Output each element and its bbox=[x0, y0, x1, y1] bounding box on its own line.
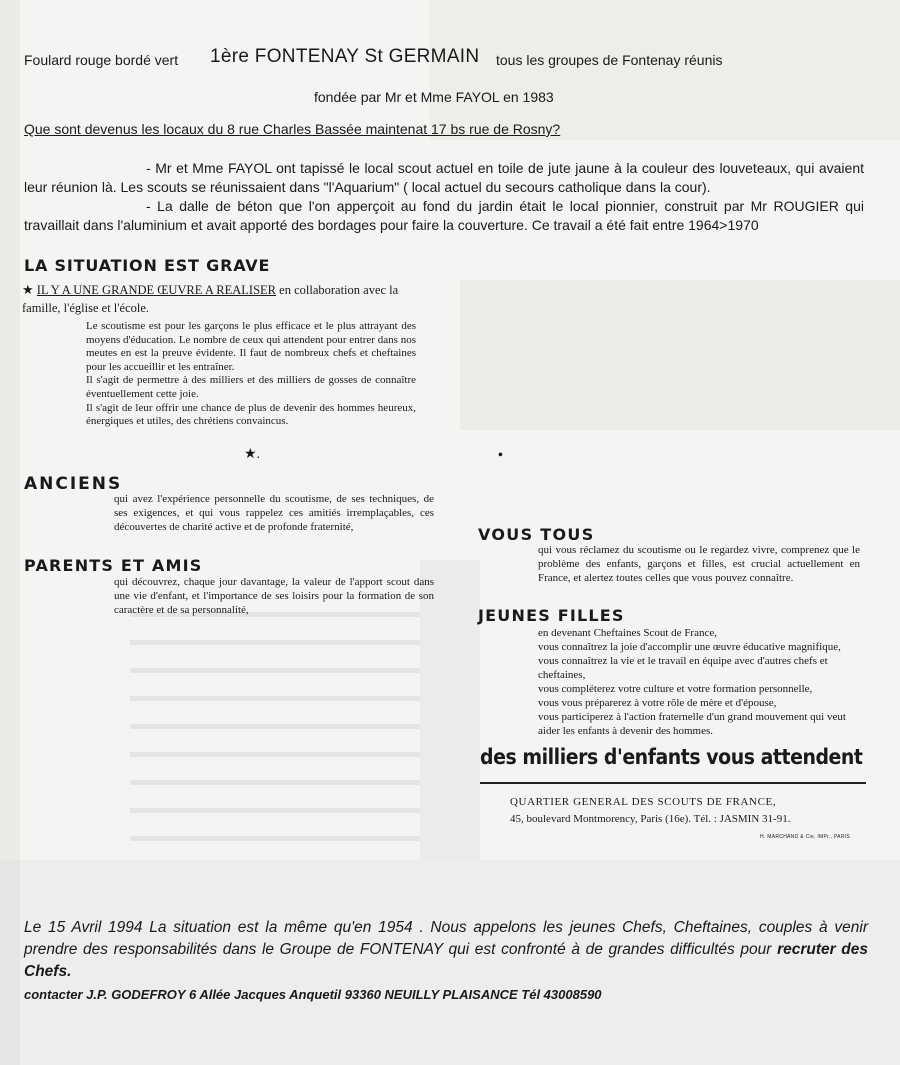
slogan: des milliers d'enfants vous attendent bbox=[480, 745, 863, 769]
vous-tous-heading: VOUS TOUS bbox=[478, 525, 595, 544]
list-item: vous vous préparerez à votre rôle de mère et d'épouse, bbox=[538, 697, 777, 709]
jeunes-filles-heading: JEUNES FILLES bbox=[478, 606, 625, 625]
background-ghost-line bbox=[130, 836, 420, 841]
body-paragraph: Il s'agit de leur offrir une chance de plus de devenir des hommes heureux, énergiques et utiles, des chrétiens convaincus. bbox=[86, 401, 416, 428]
background-ghost-line bbox=[130, 752, 420, 757]
background-ghost-line bbox=[130, 696, 420, 701]
footer-bold: recruter des Chefs. bbox=[24, 941, 868, 980]
background-ghost-line bbox=[130, 668, 420, 673]
hq-address: 45, boulevard Montmorency, Paris (16e). Tél. : JASMIN 31-91. bbox=[510, 813, 791, 825]
list-item: vous connaîtrez la vie et le travail en équipe avec d'autres chefs et cheftaines, bbox=[538, 655, 828, 681]
footer-appeal bbox=[24, 917, 868, 983]
contact-line: contacter J.P. GODEFROY 6 Allée Jacques Anquetil 93360 NEUILLY PLAISANCE Tél 43008590 bbox=[24, 987, 602, 1002]
group-title: 1ère FONTENAY St GERMAIN bbox=[210, 46, 480, 67]
background-ghost-line bbox=[130, 780, 420, 785]
star-icon: ★. bbox=[244, 447, 261, 462]
scoutisme-body bbox=[86, 320, 416, 429]
ink-mark: • bbox=[498, 448, 503, 463]
jeunes-filles-list bbox=[538, 626, 864, 738]
background-ghost-print bbox=[460, 280, 900, 430]
vous-tous-text: qui vous réclamez du scoutisme ou le regardez vivre, comprenez que le problème des enfants, garçons et filles, est crucial actuellement en France, et alertez toutes celles que vous pouvez connaître. bbox=[538, 544, 860, 584]
oeuvre-rest: en collaboration avec la famille, l'église et l'école. bbox=[22, 283, 399, 315]
printer-credit: H. MARCHAND & Cie, IMPr., PARIS bbox=[760, 834, 851, 840]
background-ghost-line bbox=[130, 724, 420, 729]
oeuvre-caps: IL Y A UNE GRANDE ŒUVRE A REALISER bbox=[36, 283, 277, 297]
background-ghost-line bbox=[130, 640, 420, 645]
anciens-heading: ANCIENS bbox=[24, 474, 123, 494]
background-ghost-line bbox=[130, 808, 420, 813]
paragraph-text: - Mr et Mme FAYOL ont tapissé le local scout actuel en toile de jute jaune à la couleur des louveteaux, qui avaient leur réunion là. Les scouts se réunissaient dans "l'Aquarium" ( local actuel du secours catholique dans la cour). bbox=[24, 160, 864, 195]
slogan-rule bbox=[480, 782, 866, 784]
anciens-text: qui avez l'expérience personnelle du scoutisme, de ses techniques, de ses exigences, et qui vous rappelez ces amitiés irremplaçables, ces découvertes de charité active et de profonde fraternité, bbox=[114, 493, 434, 533]
parents-heading: PARENTS ET AMIS bbox=[24, 556, 203, 575]
list-item: vous connaîtrez la joie d'accomplir une œuvre éducative magnifique, bbox=[538, 641, 841, 653]
oeuvre-line bbox=[22, 281, 422, 317]
header-scarf-note: Foulard rouge bordé vert bbox=[24, 52, 179, 68]
header-group-note: tous les groupes de Fontenay réunis bbox=[496, 52, 723, 68]
paragraph-fayol bbox=[24, 159, 864, 197]
hq-name: QUARTIER GENERAL DES SCOUTS DE FRANCE, bbox=[510, 796, 777, 808]
list-item: vous compléterez votre culture et votre formation personnelle, bbox=[538, 683, 813, 695]
body-paragraph: Il s'agit de permettre à des milliers et des milliers de gosses de connaître éventuellement cette joie. bbox=[86, 374, 416, 400]
parents-text: qui découvrez, chaque jour davantage, la valeur de l'apport scout dans une vie d'enfant, et l'importance de ses loisirs pour la formation de son caractère et de sa personnalité, bbox=[114, 576, 434, 616]
paragraph-text: - La dalle de béton que l'on apperçoit au fond du jardin était le local pionnier, construit par Mr ROUGIER qui travaillait dans l'aluminium et avait apporté des bordages pour faire la couverture. Ce travail a été fait entre 1964>1970 bbox=[24, 198, 864, 233]
situation-heading: LA SITUATION EST GRAVE bbox=[24, 256, 271, 275]
founded-line: fondée par Mr et Mme FAYOL en 1983 bbox=[314, 89, 554, 105]
list-item: vous participerez à l'action fraternelle d'un grand mouvement qui veut aider les enfants à devenir des hommes. bbox=[538, 711, 846, 737]
footer-text: Le 15 Avril 1994 La situation est la même qu'en 1954 . Nous appelons les jeunes Chefs, Cheftaines, couples à venir prendre des responsabilités dans le Groupe de FONTENAY qui est confronté à de grandes difficultés pour bbox=[24, 919, 868, 958]
list-item: en devenant Cheftaines Scout de France, bbox=[538, 627, 717, 639]
question-heading: Que sont devenus les locaux du 8 rue Charles Bassée maintenat 17 bs rue de Rosny? bbox=[24, 121, 561, 137]
body-paragraph: Le scoutisme est pour les garçons le plus efficace et le plus attrayant des moyens d'éducation. Le nombre de ceux qui attendent pour entrer dans nos meutes en est la preuve évidente. Il faut de nombreux chefs et cheftaines pour les accueillir et les entraîner. bbox=[86, 320, 416, 373]
star-icon: ★ bbox=[22, 282, 34, 297]
paragraph-dalle bbox=[24, 197, 864, 235]
background-ghost-print bbox=[430, 0, 900, 140]
